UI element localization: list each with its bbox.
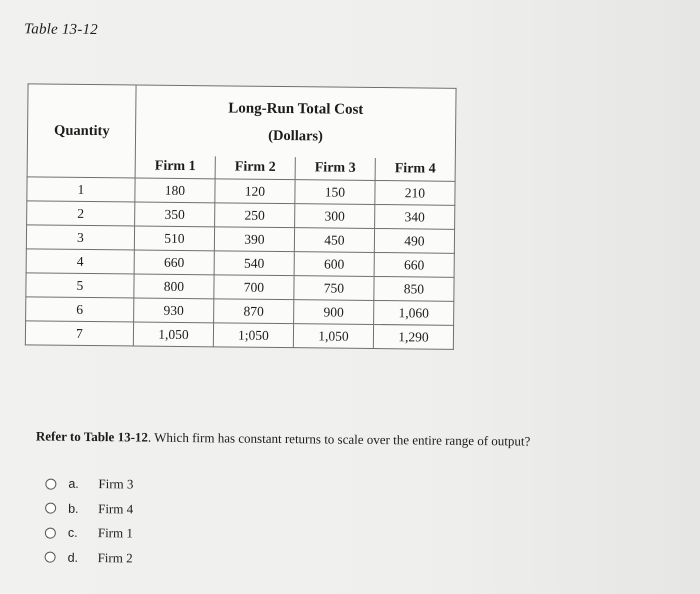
question-text <box>36 428 531 449</box>
firm-1-cell: 930 <box>134 298 214 323</box>
firm-4-cell: 1,060 <box>374 300 454 325</box>
firm-2-cell: 540 <box>214 251 294 276</box>
option-label[interactable]: Firm 3 <box>98 476 134 492</box>
quantity-header: Quantity <box>27 84 136 178</box>
firm-1-cell: 660 <box>134 250 214 275</box>
firm-2-header: Firm 2 <box>215 156 295 179</box>
option-letter: c. <box>67 526 78 541</box>
radio-button-icon[interactable] <box>45 503 56 514</box>
firm-3-cell: 300 <box>295 204 375 229</box>
firm-2-cell: 120 <box>215 179 295 204</box>
firm-2-cell: 250 <box>215 203 295 228</box>
firm-1-cell: 180 <box>135 178 215 203</box>
firm-3-cell: 750 <box>294 276 374 301</box>
option-label[interactable]: Firm 1 <box>97 525 134 541</box>
question-body: . Which firm has constant returns to scale over the entire range of output? <box>147 429 531 449</box>
firm-2-cell: 700 <box>214 275 294 300</box>
firm-4-cell: 490 <box>374 228 454 253</box>
table-row <box>25 321 453 349</box>
cost-table <box>25 83 457 349</box>
option-d[interactable] <box>44 545 132 570</box>
firm-2-cell: 390 <box>214 227 294 252</box>
firm-3-cell: 450 <box>294 228 374 253</box>
quantity-cell: 7 <box>25 321 133 346</box>
firm-3-cell: 600 <box>294 252 374 277</box>
radio-button-icon[interactable] <box>45 478 56 489</box>
cost-header-unit: (Dollars) <box>268 127 324 145</box>
firm-3-cell: 150 <box>295 180 375 205</box>
firm-4-cell: 210 <box>375 180 455 205</box>
firm-3-cell: 1,050 <box>293 324 373 349</box>
option-b[interactable] <box>45 496 133 521</box>
firm-4-cell: 1,290 <box>373 324 453 349</box>
table-title: Table 13-12 <box>24 21 98 39</box>
quantity-cell: 5 <box>26 273 134 298</box>
firm-2-cell: 1;050 <box>213 323 293 348</box>
firm-1-cell: 800 <box>134 274 214 299</box>
option-c[interactable] <box>45 521 133 546</box>
option-a[interactable] <box>45 472 133 497</box>
firm-1-header: Firm 1 <box>135 155 215 178</box>
option-letter: d. <box>67 550 79 565</box>
answer-options <box>44 472 133 571</box>
firm-1-cell: 1,050 <box>133 322 213 347</box>
firm-2-cell: 870 <box>214 299 294 324</box>
firm-3-cell: 900 <box>294 300 374 325</box>
radio-button-icon[interactable] <box>45 552 56 563</box>
firm-4-cell: 660 <box>374 252 454 277</box>
option-label[interactable]: Firm 2 <box>97 549 133 566</box>
radio-button-icon[interactable] <box>45 527 56 538</box>
firm-4-header: Firm 4 <box>375 158 455 181</box>
quantity-cell: 2 <box>27 201 135 226</box>
option-letter: b. <box>68 501 79 516</box>
cost-header <box>135 85 456 159</box>
quantity-cell: 6 <box>26 297 134 322</box>
firm-1-cell: 510 <box>134 226 214 251</box>
option-label[interactable]: Firm 4 <box>98 500 134 517</box>
firm-4-cell: 340 <box>375 204 455 229</box>
quantity-cell: 1 <box>27 177 135 202</box>
question-ref: Refer to Table 13-12 <box>35 428 149 445</box>
firm-4-cell: 850 <box>374 276 454 301</box>
firm-1-cell: 350 <box>135 202 215 227</box>
quantity-cell: 4 <box>26 249 134 274</box>
quantity-cell: 3 <box>26 225 134 250</box>
cost-header-title: Long-Run Total Cost <box>228 100 364 118</box>
firm-3-header: Firm 3 <box>295 157 375 180</box>
option-letter: a. <box>68 477 79 492</box>
